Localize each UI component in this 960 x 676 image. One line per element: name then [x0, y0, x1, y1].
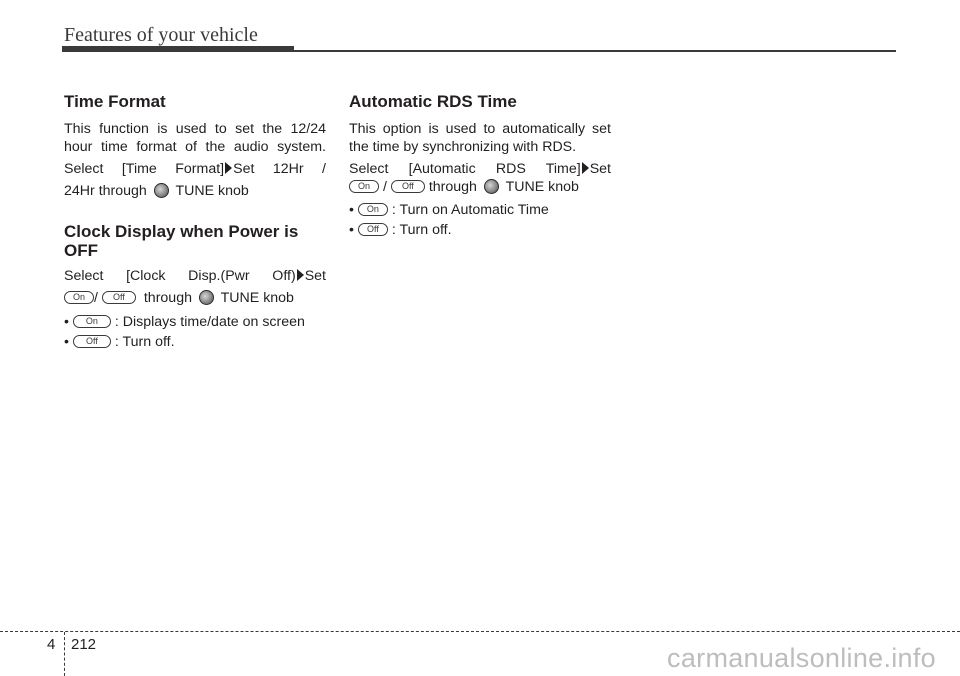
auto-rds-tune-text: TUNE knob	[505, 179, 579, 195]
time-format-through-text: 24Hr through	[64, 183, 147, 199]
auto-rds-options-line	[349, 178, 611, 196]
auto-rds-bullet-on	[349, 201, 611, 219]
time-format-select-line	[64, 160, 326, 178]
bullet-dot: •	[64, 314, 69, 330]
time-format-tune-text: TUNE knob	[175, 183, 249, 199]
watermark-text: carmanualsonline.info	[667, 643, 936, 673]
clock-display-on-text: : Displays time/date on screen	[114, 314, 305, 330]
time-format-select-text: Select [Time Format]	[64, 161, 225, 177]
right-column	[349, 92, 611, 241]
off-button-icon: Off	[73, 335, 111, 348]
off-button-icon: Off	[358, 223, 388, 236]
slash-text: /	[382, 179, 387, 195]
on-button-icon: On	[73, 315, 111, 328]
tune-knob-icon	[199, 290, 214, 305]
off-button-icon: Off	[102, 291, 136, 304]
chapter-number: 4	[47, 636, 56, 653]
clock-display-tune-text: TUNE knob	[220, 290, 294, 306]
on-button-icon: On	[358, 203, 388, 216]
time-format-through-line	[64, 182, 326, 200]
tune-knob-icon	[154, 183, 169, 198]
on-button-icon: On	[64, 291, 94, 304]
auto-rds-select-text: Select [Automatic RDS Time]	[349, 161, 581, 177]
off-button-icon: Off	[391, 180, 425, 193]
slash-text: /	[94, 290, 98, 306]
time-format-description: This function is used to set the 12/24 hour time format of the audio system.	[64, 121, 326, 155]
left-column	[64, 92, 326, 353]
auto-rds-select-line	[349, 160, 611, 178]
time-format-set-text: Set 12Hr /	[233, 161, 326, 177]
through-text: through	[428, 179, 477, 195]
clock-display-select-text: Select [Clock Disp.(Pwr Off)	[64, 268, 296, 284]
arrow-right-icon	[225, 162, 232, 174]
auto-rds-set-text: Set	[589, 161, 611, 177]
through-text: through	[143, 290, 192, 306]
footer-vertical-rule	[64, 632, 65, 676]
clock-display-bullet-off	[64, 333, 326, 351]
clock-display-heading: Clock Display when Power is OFF	[64, 222, 299, 260]
clock-display-bullet-on	[64, 313, 326, 331]
bullet-dot: •	[349, 202, 354, 218]
clock-display-select-line	[64, 267, 326, 285]
page-header-title: Features of your vehicle	[64, 24, 258, 46]
clock-display-options-line	[64, 289, 326, 307]
header-rule-thin	[62, 50, 896, 52]
time-format-heading: Time Format	[64, 92, 166, 111]
arrow-right-icon	[297, 269, 304, 281]
page-number: 212	[71, 636, 97, 653]
auto-rds-off-text: : Turn off.	[391, 222, 452, 238]
clock-display-set-text: Set	[304, 268, 326, 284]
bullet-dot: •	[349, 222, 354, 238]
arrow-right-icon	[582, 162, 589, 174]
clock-display-off-text: : Turn off.	[114, 334, 175, 350]
auto-rds-description: This option is used to automatically set the time by synchronizing with RDS.	[349, 121, 611, 155]
bullet-dot: •	[64, 334, 69, 350]
auto-rds-on-text: : Turn on Automatic Time	[391, 202, 549, 218]
tune-knob-icon	[484, 179, 499, 194]
auto-rds-heading: Automatic RDS Time	[349, 92, 517, 111]
auto-rds-bullet-off	[349, 221, 611, 239]
footer-rule	[0, 631, 960, 632]
on-button-icon: On	[349, 180, 379, 193]
